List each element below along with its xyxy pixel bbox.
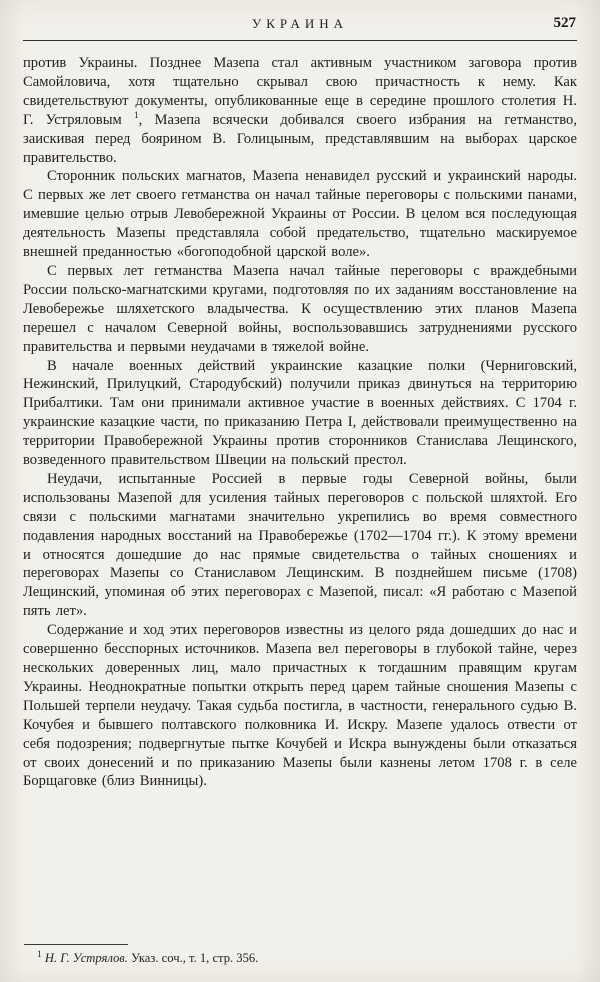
- footnote-rule: [24, 944, 128, 945]
- page-body: [23, 54, 577, 938]
- footnote-author: Н. Г. Устрялов.: [44, 951, 128, 965]
- paragraph-3: С первых лет гетманства Мазепа начал тайные переговоры с враждебными России польско-магнатскими кругами, подготовляя по их заданиям восстановление на Левобережье шляхетского владычества. К осуществлению этих планов Мазепа перешел с началом Северной войны, воспользовавшись затруднениями русского правительства и первыми неудачами в тяжелой войне.: [23, 262, 577, 355]
- footnote: [23, 950, 577, 966]
- running-header: [23, 16, 577, 36]
- paragraph-1: [23, 54, 577, 167]
- footnote-marker-inline: 1: [133, 110, 139, 121]
- footnote-marker: 1: [37, 949, 42, 960]
- paragraph-1-text-b: , Мазепа всячески добивался своего избрания на гетманство, заискивая перед боярином В. Голицыным, представлявшим на выборах царское правительство.: [23, 111, 577, 166]
- paragraph-5: Неудачи, испытанные Россией в первые годы Северной войны, были использованы Мазепой для усиления тайных переговоров с польской шляхтой. Его связи с польскими магнатами значительно укрепились во время совместного подавления народных восстаний на Правобережье (1702—1704 гг.). К этому времени и относятся дошедшие до нас прямые свидетельства о тайных сношениях и переговорах Мазепы со Станиславом Лещинским. В позднейшем письме (1708) Лещинский, упоминая об этих переговорах с Мазепой, писал: «Я работаю с Мазепой пять лет».: [23, 470, 577, 620]
- paragraph-2: Сторонник польских магнатов, Мазепа ненавидел русский и украинский народы. С первых же лет своего гетманства он начал тайные переговоры с польскими панами, имевшие целью отрыв Левобережной Украины от России. В целом вся последующая деятельность Мазепы представляла собой предательство, тщательно маскируемое внешней преданностью «богоподобной царской воле».: [23, 168, 577, 261]
- footnote-reference: Указ. соч., т. 1, стр. 356.: [127, 951, 259, 965]
- paragraph-1-text-a: против Украины. Позднее Мазепа стал активным участником заговора против Самойловича, хотя тщательно скрывал свою причастность к нему. Как свидетельствуют документы, опубликованные еще в середине прошлого столетия Н. Г. Устряловым: [23, 55, 577, 128]
- header-rule: [23, 40, 577, 41]
- footnote-block: [23, 938, 577, 968]
- paragraph-6: Содержание и ход этих переговоров известны из целого ряда дошедших до нас и совершенно бесспорных источников. Мазепа вел переговоры в глубокой тайне, через нескольких доверенных лиц, мало причастных к тогдашним правящим кругам Украины. Неоднократные попытки открыть перед царем тайные сношения Мазепы с Польшей терпели неудачу. Такая судьба постигла, в частности, генерального судью В. Кочубея и бывшего полтавского полковника И. Искру. Мазепе удалось отвести от себя подозрения; подвергнутые пытке Кочубей и Искра вынуждены были отказаться от своих донесений и по приказанию Мазепы были казнены летом 1708 г. в селе Борщаговке (близ Винницы).: [23, 622, 577, 790]
- running-title: УКРАИНА: [252, 16, 348, 31]
- page-number: 527: [553, 15, 576, 31]
- paragraph-4: В начале военных действий украинские казацкие полки (Черниговский, Нежинский, Прилуцкий, Стародубский) получили приказ двинуться на территорию Прибалтики. Там они принимали активное участие в военных действиях. С 1704 г. украинские казацкие части, по приказанию Петра I, действовали преимущественно на территории Правобережной Украины против сторонников Станислава Лещинского, возведенного правительством Швеции на польский престол.: [23, 357, 577, 469]
